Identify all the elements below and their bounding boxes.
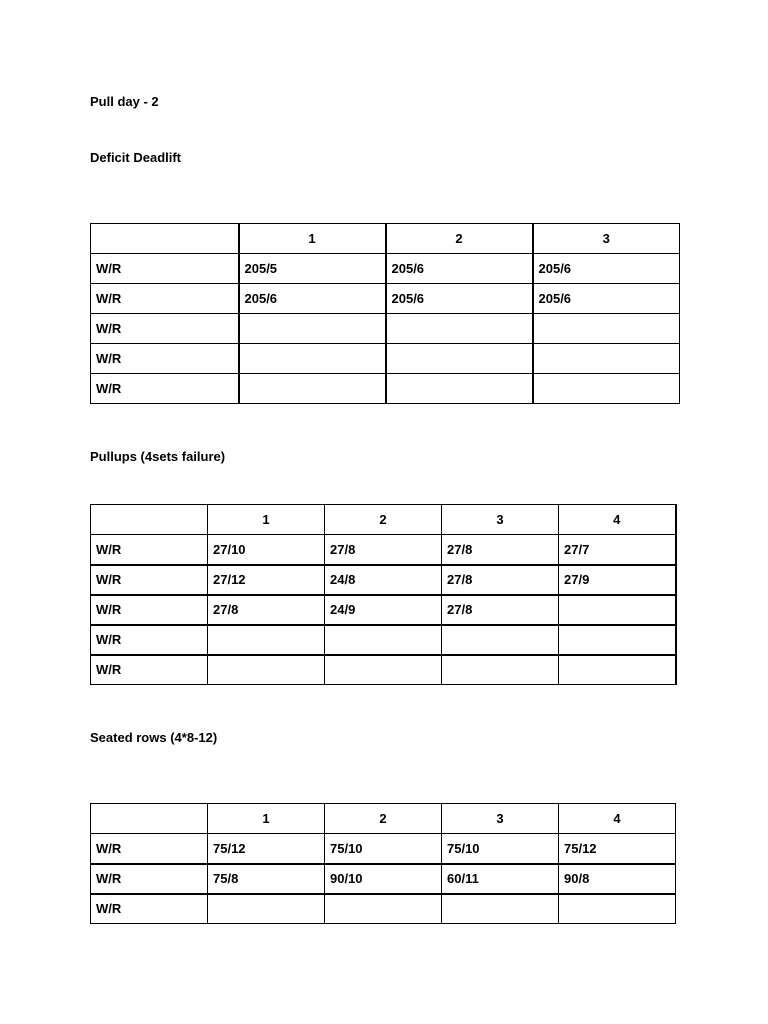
row-label: W/R bbox=[91, 894, 208, 924]
row-label: W/R bbox=[91, 284, 239, 314]
weight-reps-cell[interactable] bbox=[208, 655, 325, 685]
table-row bbox=[91, 864, 676, 894]
weight-reps-cell[interactable]: 27/10 bbox=[208, 535, 325, 565]
weight-reps-cell[interactable] bbox=[208, 625, 325, 655]
table-row bbox=[91, 314, 680, 344]
weight-reps-cell[interactable]: 60/11 bbox=[442, 864, 559, 894]
row-label: W/R bbox=[91, 655, 208, 685]
weight-reps-cell[interactable]: 205/6 bbox=[533, 284, 680, 314]
weight-reps-cell[interactable] bbox=[386, 374, 533, 404]
deficit-deadlift-table bbox=[90, 223, 680, 404]
row-label: W/R bbox=[91, 625, 208, 655]
weight-reps-cell[interactable] bbox=[559, 595, 676, 625]
weight-reps-cell[interactable] bbox=[239, 374, 386, 404]
header-corner-cell bbox=[91, 224, 239, 254]
set-number-header: 3 bbox=[533, 224, 680, 254]
set-number-header: 2 bbox=[325, 505, 442, 535]
weight-reps-cell[interactable] bbox=[386, 344, 533, 374]
table-row bbox=[91, 535, 676, 565]
weight-reps-cell[interactable] bbox=[442, 655, 559, 685]
weight-reps-cell[interactable]: 205/6 bbox=[386, 254, 533, 284]
seated-rows-table bbox=[90, 803, 676, 924]
weight-reps-cell[interactable] bbox=[325, 894, 442, 924]
table-row bbox=[91, 284, 680, 314]
table-row bbox=[91, 565, 676, 595]
weight-reps-cell[interactable] bbox=[239, 344, 386, 374]
row-label: W/R bbox=[91, 314, 239, 344]
section-title-deficit-deadlift: Deficit Deadlift bbox=[90, 150, 182, 165]
header-corner-cell bbox=[91, 804, 208, 834]
table-row bbox=[91, 374, 680, 404]
weight-reps-cell[interactable] bbox=[559, 894, 676, 924]
weight-reps-cell[interactable] bbox=[559, 625, 676, 655]
table-row bbox=[91, 655, 676, 685]
set-number-header: 4 bbox=[559, 505, 676, 535]
set-number-header: 3 bbox=[442, 804, 559, 834]
weight-reps-cell[interactable]: 24/8 bbox=[325, 565, 442, 595]
section-title-seated-rows: Seated rows (4*8-12) bbox=[90, 730, 218, 745]
weight-reps-cell[interactable] bbox=[442, 625, 559, 655]
weight-reps-cell[interactable]: 75/12 bbox=[208, 834, 325, 864]
row-label: W/R bbox=[91, 344, 239, 374]
row-label: W/R bbox=[91, 254, 239, 284]
weight-reps-cell[interactable]: 27/12 bbox=[208, 565, 325, 595]
pullups-table bbox=[90, 504, 677, 685]
weight-reps-cell[interactable] bbox=[386, 314, 533, 344]
table-header-row bbox=[91, 505, 676, 535]
weight-reps-cell[interactable]: 27/8 bbox=[442, 595, 559, 625]
weight-reps-cell[interactable]: 205/6 bbox=[239, 284, 386, 314]
section-title-pullups: Pullups (4sets failure) bbox=[90, 449, 226, 464]
weight-reps-cell[interactable]: 75/12 bbox=[559, 834, 676, 864]
table-header-row bbox=[91, 804, 676, 834]
weight-reps-cell[interactable]: 75/10 bbox=[442, 834, 559, 864]
table-row bbox=[91, 625, 676, 655]
weight-reps-cell[interactable]: 75/8 bbox=[208, 864, 325, 894]
table-row bbox=[91, 894, 676, 924]
set-number-header: 1 bbox=[208, 505, 325, 535]
row-label: W/R bbox=[91, 535, 208, 565]
row-label: W/R bbox=[91, 374, 239, 404]
set-number-header: 2 bbox=[386, 224, 533, 254]
weight-reps-cell[interactable] bbox=[559, 655, 676, 685]
table-row bbox=[91, 834, 676, 864]
weight-reps-cell[interactable]: 27/8 bbox=[208, 595, 325, 625]
weight-reps-cell[interactable]: 27/8 bbox=[325, 535, 442, 565]
table-row bbox=[91, 344, 680, 374]
weight-reps-cell[interactable] bbox=[533, 314, 680, 344]
weight-reps-cell[interactable] bbox=[533, 374, 680, 404]
header-corner-cell bbox=[91, 505, 208, 535]
weight-reps-cell[interactable] bbox=[442, 894, 559, 924]
table-row bbox=[91, 254, 680, 284]
weight-reps-cell[interactable] bbox=[533, 344, 680, 374]
set-number-header: 4 bbox=[559, 804, 676, 834]
set-number-header: 1 bbox=[239, 224, 386, 254]
weight-reps-cell[interactable]: 27/8 bbox=[442, 535, 559, 565]
weight-reps-cell[interactable] bbox=[325, 625, 442, 655]
weight-reps-cell[interactable] bbox=[239, 314, 386, 344]
row-label: W/R bbox=[91, 864, 208, 894]
weight-reps-cell[interactable]: 75/10 bbox=[325, 834, 442, 864]
set-number-header: 1 bbox=[208, 804, 325, 834]
table-row bbox=[91, 595, 676, 625]
row-label: W/R bbox=[91, 834, 208, 864]
table-header-row bbox=[91, 224, 680, 254]
weight-reps-cell[interactable]: 205/6 bbox=[533, 254, 680, 284]
weight-reps-cell[interactable]: 90/8 bbox=[559, 864, 676, 894]
weight-reps-cell[interactable]: 90/10 bbox=[325, 864, 442, 894]
row-label: W/R bbox=[91, 565, 208, 595]
weight-reps-cell[interactable]: 27/9 bbox=[559, 565, 676, 595]
weight-reps-cell[interactable]: 205/6 bbox=[386, 284, 533, 314]
weight-reps-cell[interactable]: 27/8 bbox=[442, 565, 559, 595]
weight-reps-cell[interactable]: 27/7 bbox=[559, 535, 676, 565]
weight-reps-cell[interactable]: 205/5 bbox=[239, 254, 386, 284]
page-title: Pull day - 2 bbox=[90, 94, 159, 109]
weight-reps-cell[interactable]: 24/9 bbox=[325, 595, 442, 625]
weight-reps-cell[interactable] bbox=[208, 894, 325, 924]
set-number-header: 3 bbox=[442, 505, 559, 535]
row-label: W/R bbox=[91, 595, 208, 625]
set-number-header: 2 bbox=[325, 804, 442, 834]
weight-reps-cell[interactable] bbox=[325, 655, 442, 685]
